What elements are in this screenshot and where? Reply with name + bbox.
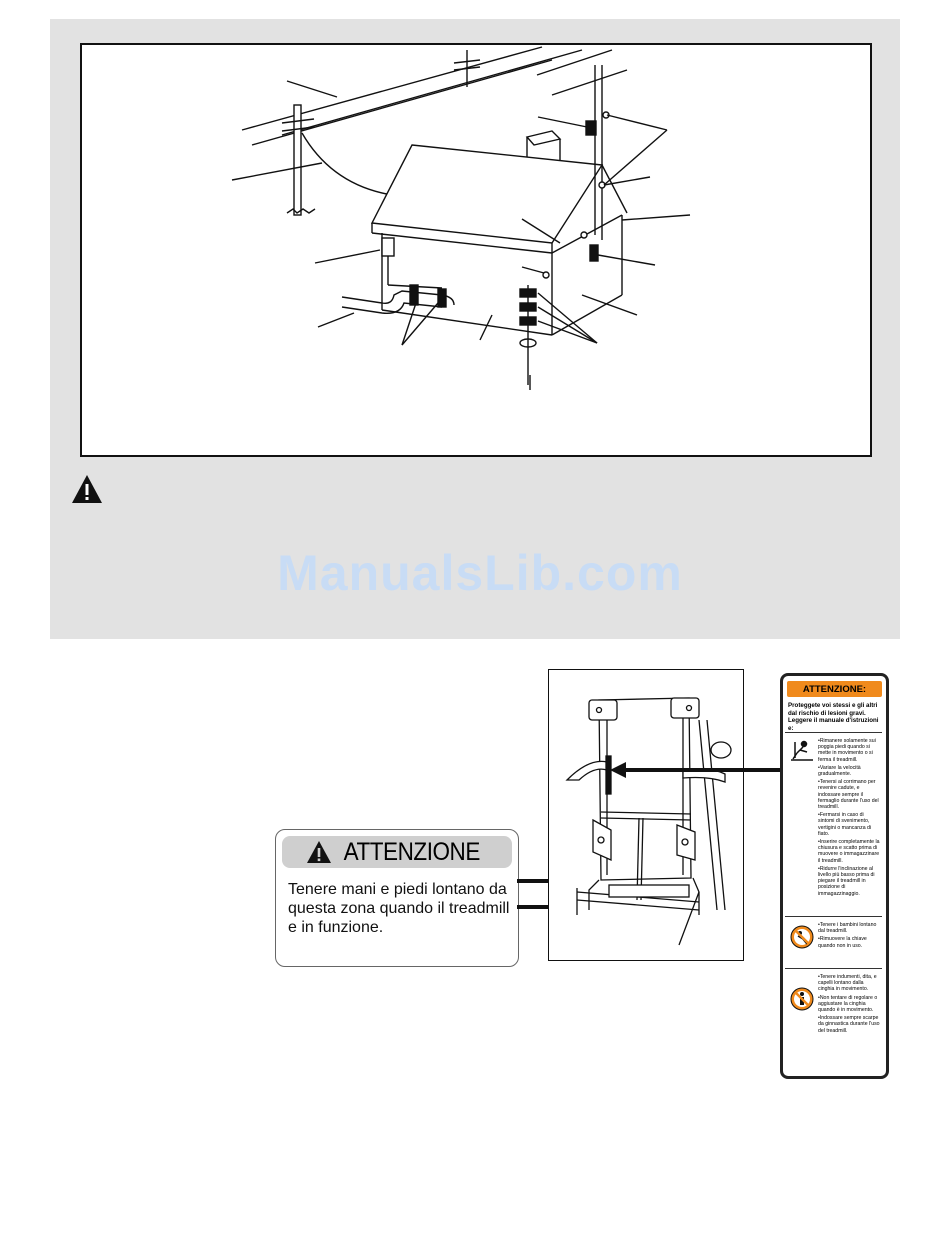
label-item: •Rimanere solamente sui poggia piedi quando si mette in movimento o si ferma il treadmill. xyxy=(818,738,876,763)
label-item: •Non tentare di regolare o aggiustare la cinghia quando è in movimento. xyxy=(818,994,878,1014)
label-section-1-items xyxy=(818,738,880,899)
label-item: •Fermarsi in caso di sintomi di svenimento, vertigini o mancanza di fiato. xyxy=(818,812,872,837)
label-item: •Rimuovere la chiave quando non in uso. xyxy=(818,936,867,949)
house-grounding-illustration xyxy=(82,45,870,455)
warning-triangle-icon xyxy=(306,840,332,864)
warning-sign-header xyxy=(282,836,512,868)
warning-sign-text: Tenere mani e piedi lontano da questa zona quando il treadmill e in funzione. xyxy=(288,881,510,936)
label-item: •Tenere indumenti, dita, e capelli lontano dalla cinghia in movimento. xyxy=(818,974,877,993)
label-intro: Proteggete voi stessi e gli altri dal rischio di lesioni gravi. Leggere il manuale d'istruzioni e: xyxy=(788,702,879,732)
label-item: •Indossare sempre scarpe da ginnastica durante l'uso del treadmill. xyxy=(818,1015,880,1034)
label-item: •Inserire completamente la chiusura e scatto prima di muovere o immagazzinare il treadmill. xyxy=(818,839,880,864)
label-item: •Variare la velocità gradualmente. xyxy=(818,764,861,778)
person-falling-icon xyxy=(789,738,815,764)
label-section-2 xyxy=(785,916,882,917)
warning-sign-title: ATTENZIONE xyxy=(343,837,481,866)
no-hands-belt-icon xyxy=(789,986,815,1012)
label-pointer-arrow xyxy=(610,760,785,780)
grounding-diagram xyxy=(80,43,872,457)
warning-label-card xyxy=(780,673,889,1079)
label-section-3-items xyxy=(818,974,880,1036)
label-item: •Ridurre l'inclinazione al livello più basso prima di piegare il treadmill in posizione di immagazzinaggio. xyxy=(818,865,875,897)
folded-treadmill-illustration xyxy=(549,670,743,960)
treadmill-diagram xyxy=(548,669,744,961)
grounding-panel xyxy=(50,19,900,639)
label-item: •Tenere i bambini lontano dal treadmill. xyxy=(818,922,877,935)
label-title: ATTENZIONE: xyxy=(802,683,867,695)
warning-sign xyxy=(275,829,519,967)
label-section-2-items xyxy=(818,922,880,951)
label-section-3 xyxy=(785,968,882,969)
warning-triangle-icon xyxy=(70,473,104,505)
label-section-1 xyxy=(785,732,882,733)
watermark: ManualsLib.com xyxy=(277,545,683,601)
label-header xyxy=(787,681,882,697)
no-children-icon xyxy=(789,924,815,950)
label-item: •Tenersi al corrimano per revenire cadute, e indossare sempre il fermaglio durante l'uso del treadmill. xyxy=(818,779,879,811)
